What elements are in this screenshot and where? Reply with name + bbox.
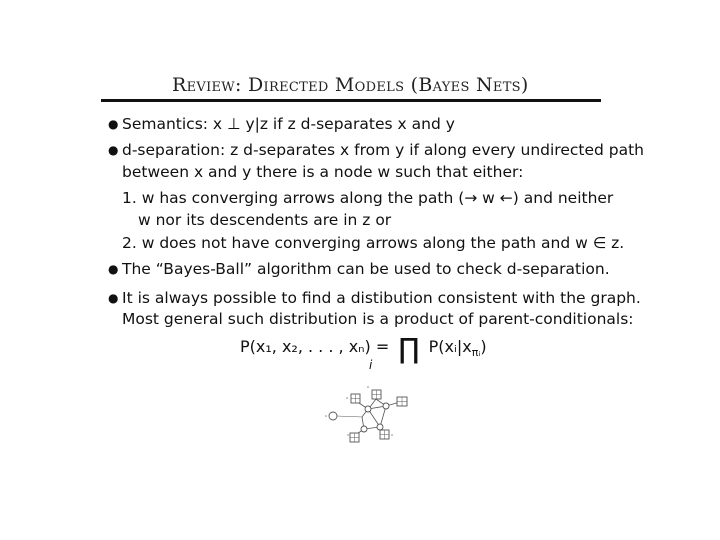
product-symbol: ∏ xyxy=(398,332,420,365)
bayes-ball-graph-figure xyxy=(320,378,430,450)
bullet-marker: ● xyxy=(108,143,119,157)
bullet-distribution-line2: Most general such distribution is a product of parent-conditionals: xyxy=(122,310,634,328)
slide-title: Review: Directed Models (Bayes Nets) xyxy=(172,74,529,96)
condition-1-line1: 1. w has converging arrows along the path (→ w ←) and neither xyxy=(122,189,614,207)
condition-1-line2: w nor its descendents are in z or xyxy=(138,211,392,229)
condition-2: 2. w does not have converging arrows along the path and w ∈ z. xyxy=(122,234,625,252)
bullet-marker: ● xyxy=(108,291,119,305)
bullet-marker: ● xyxy=(108,262,119,276)
product-index: i xyxy=(369,358,373,372)
factorization-formula xyxy=(240,332,487,372)
bullet-semantics: Semantics: x ⊥ y|z if z d-separates x and y xyxy=(122,115,455,133)
formula-rhs-close: ) xyxy=(480,337,487,356)
bullet-dseparation-line1: d-separation: z d-separates x from y if along every undirected path xyxy=(122,141,645,159)
title-rule xyxy=(101,99,601,102)
formula-rhs: P(xᵢ|x xyxy=(428,337,472,356)
formula-rhs-sub: πᵢ xyxy=(471,346,481,360)
bullet-distribution-line1: It is always possible to find a distibution consistent with the graph. xyxy=(122,289,641,307)
bullet-bayes-ball: The “Bayes-Ball” algorithm can be used to check d-separation. xyxy=(122,260,610,278)
formula-lhs: P(x₁, x₂, . . . , xₙ) = xyxy=(240,337,390,356)
bullet-marker: ● xyxy=(108,117,119,131)
bullet-dseparation-line2: between x and y there is a node w such that either: xyxy=(122,163,524,181)
